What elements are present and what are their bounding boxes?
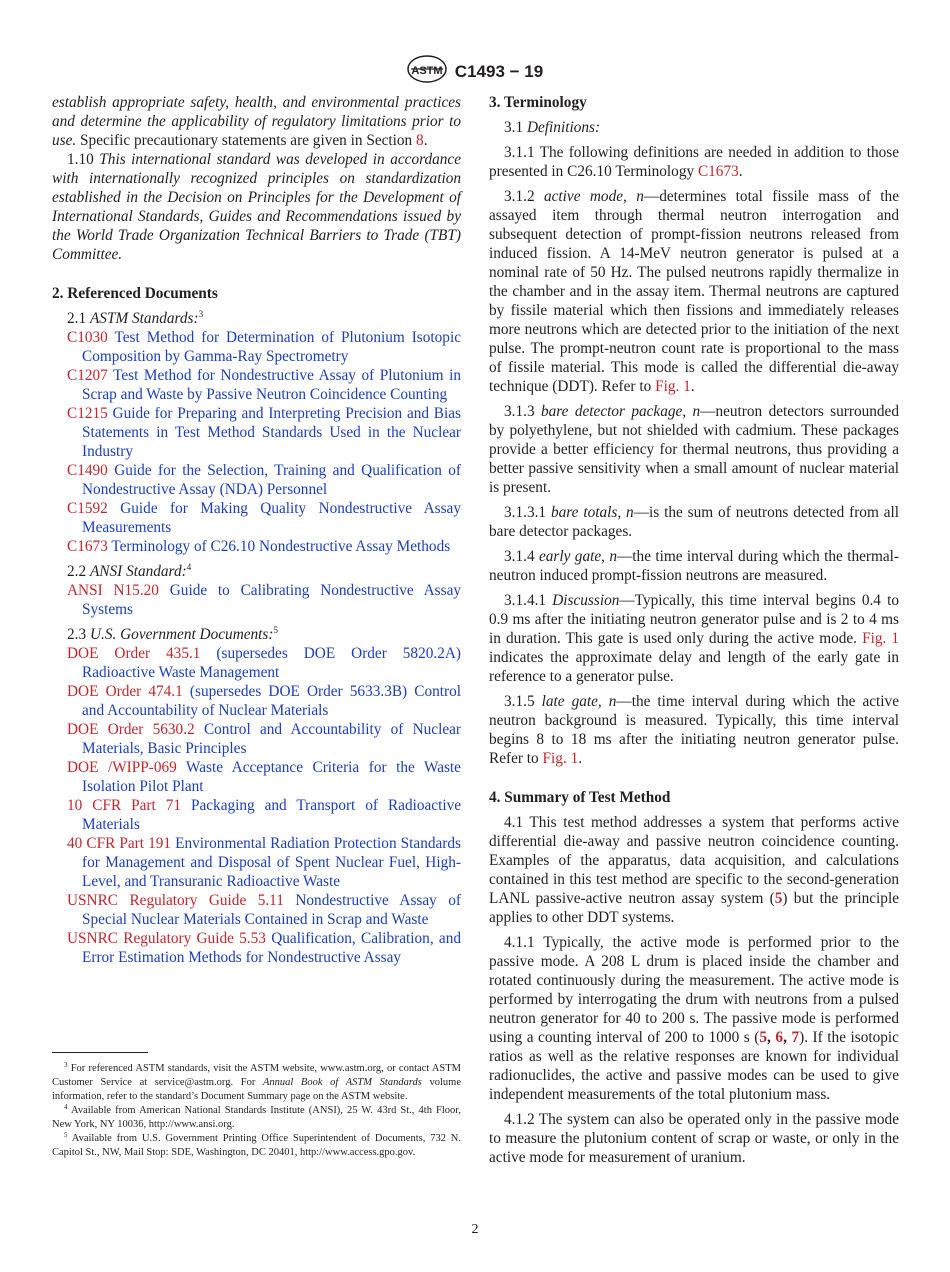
reference-code-link[interactable]: 10 CFR Part 71	[67, 797, 181, 814]
definition-3-1-2: 3.1.2 active mode, n—determines total fissile mass of the assayed item through thermal neutron interrogation and subsequent detection of prompt-fission neutrons released from induced fission. A 14-MeV neutron generator is pulsed at a nominal rate of 50 Hz. The pulsed neutrons rapidly thermalize in the chamber and in the assay item. Thermal neutrons are captured by fissile material which then fissions and immediately releases more neutrons which are detected prior to the initiation of the next pulse. The prompt-neutron count rate is proportional to the mass of fissile material. This mode is called the differential die-away technique (DDT). Refer to Fig. 1.	[489, 188, 899, 395]
reference-title-link[interactable]: Guide for Making Quality Nondestructive Assay Measurements	[82, 500, 461, 536]
reference-title-link[interactable]: Guide for the Selection, Training and Qualification of Nondestructive Assay (NDA) Personnel	[82, 462, 461, 498]
footnote-4: $^4$ Available from American National Standards Institute (ANSI), 25 W. 43rd St., 4th Floor, New York, NY 10036, http://www.ansi.org.	[52, 1103, 461, 1130]
reference-title-link[interactable]: Packaging and Transport of Radioactive Materials	[82, 797, 462, 833]
ansi-reference-item	[52, 581, 461, 619]
logo-text: ASTM	[411, 65, 443, 77]
subsection-2-3: 2.3 U.S. Government Documents:$^5$	[67, 625, 278, 643]
reference-title-link[interactable]: Terminology of C26.10 Nondestructive Assay Methods	[111, 538, 451, 555]
fig-1-link[interactable]: Fig. 1	[655, 378, 691, 395]
reference-code-link[interactable]: 40 CFR Part 191	[67, 835, 172, 852]
reference-code-link[interactable]: DOE Order 474.1	[67, 683, 183, 700]
paragraph-1-9-continuation: establish appropriate safety, health, and environmental practices and determine the applicability of regulatory limitations prior to use. Specific precautionary statements are given in Section 8.	[52, 94, 461, 149]
astm-reference-item	[52, 366, 461, 404]
reference-title-link[interactable]: Waste Acceptance Criteria for the Waste Isolation Pilot Plant	[82, 759, 461, 795]
definition-3-1-1: 3.1.1 The following definitions are needed in addition to those presented in C26.10 Terminology C1673.	[489, 144, 899, 180]
subsection-2-1: 2.1 ASTM Standards:$^3$	[67, 309, 204, 327]
section-3-heading: 3. Terminology	[489, 94, 587, 111]
reference-code-link[interactable]: C1207	[67, 367, 108, 384]
reference-code-link[interactable]: DOE Order 5630.2	[67, 721, 195, 738]
astm-logo-icon	[407, 55, 447, 88]
reference-7-link[interactable]: 7	[791, 1029, 800, 1046]
paragraph-4-1: 4.1 This test method addresses a system that performs active differential die-away and passive neutron coincidence counting. Examples of the apparatus, data acquisition, and calculations contained in this test method are specific to the second-generation LANL passive-active neutron assay system (5) but the principle applies to other DDT systems.	[489, 814, 899, 926]
government-reference-item	[52, 929, 461, 967]
government-reference-item	[52, 644, 461, 682]
reference-code-link[interactable]: USNRC Regulatory Guide 5.11	[67, 892, 284, 909]
definition-3-1-4: 3.1.4 early gate, n—the time interval during which the thermal-neutron induced prompt-fission neutrons are measured.	[489, 548, 900, 584]
fig-1-link[interactable]: Fig. 1	[542, 750, 579, 767]
reference-title-link[interactable]: Qualification, Calibration, and Error Estimation Methods for Nondestructive Assay	[82, 930, 461, 966]
definition-3-1-3-1: 3.1.3.1 bare totals, n—is the sum of neutrons detected from all bare detector packages.	[489, 504, 900, 540]
document-id: C1493 − 19	[454, 61, 544, 81]
reference-code-link[interactable]: C1030	[67, 329, 108, 346]
government-reference-list	[52, 644, 461, 967]
c1673-link[interactable]: C1673	[697, 163, 739, 180]
reference-code-link[interactable]: C1215	[67, 405, 108, 422]
fig-1-link[interactable]: Fig. 1	[862, 630, 899, 647]
subsection-2-2: 2.2 ANSI Standard:$^4$	[67, 562, 192, 580]
left-column	[52, 93, 461, 967]
government-reference-item	[52, 682, 461, 720]
astm-reference-item	[52, 461, 461, 499]
page-number: 2	[471, 1222, 479, 1237]
section-2-heading: 2. Referenced Documents	[52, 285, 218, 302]
reference-title-link[interactable]: (supersedes DOE Order 5633.3B) Control and Accountability of Nuclear Materials	[82, 683, 462, 719]
section-8-link[interactable]: 8	[416, 132, 424, 149]
reference-code-link[interactable]: USNRC Regulatory Guide 5.53	[67, 930, 266, 947]
subsection-3-1: 3.1 Definitions:	[504, 119, 601, 136]
reference-5-link[interactable]: 5	[774, 890, 783, 907]
footnote-3: $^3$ For referenced ASTM standards, visit the ASTM website, www.astm.org, or contact ASTM Customer Service at service@astm.org. For Annual Book of ASTM Standards volume information, refer to the standard’s Document Summary page on the ASTM website.	[52, 1061, 462, 1102]
reference-5-link[interactable]: 5	[759, 1029, 768, 1046]
paragraph-1-10: 1.10 This international standard was developed in accordance with internationally recognized principles on standardization established in the Decision on Principles for the Development of International Standards, Guides and Recommendations issued by the World Trade Organization Technical Barriers to Trade (TBT) Committee.	[52, 151, 461, 263]
reference-title-link[interactable]: Test Method for Determination of Plutonium Isotopic Composition by Gamma-Ray Spectrometry	[82, 329, 461, 365]
astm-reference-item	[52, 404, 461, 461]
reference-title-link[interactable]: Environmental Radiation Protection Standards for Management and Disposal of Spent Nuclear Fuel, High-Level, and Transuranic Radioactive Waste	[82, 835, 462, 890]
right-column	[489, 93, 899, 1167]
reference-code-link[interactable]: C1490	[67, 462, 108, 479]
reference-title-link[interactable]: Nondestructive Assay of Special Nuclear Materials Contained in Scrap and Waste	[82, 892, 461, 928]
footnote-divider	[52, 1052, 148, 1053]
government-reference-item	[52, 720, 461, 758]
ansi-reference-list	[52, 581, 461, 619]
discussion-3-1-4-1: 3.1.4.1 Discussion—Typically, this time interval begins 0.4 to 0.9 ms after the initiating neutron generator pulse and is 2 to 4 ms in duration. This gate is used only during the active mode. Fig. 1 indicates the approximate delay and length of the early gate in reference to a generator pulse.	[489, 592, 899, 685]
government-reference-item	[52, 796, 461, 834]
astm-reference-list	[52, 328, 461, 556]
reference-title-link[interactable]: (supersedes DOE Order 5820.2A) Radioactive Waste Management	[82, 645, 461, 681]
paragraph-4-1-2: 4.1.2 The system can also be operated only in the passive mode to measure the plutonium content of scrap or waste, or only in the active mode for measurement of uranium.	[489, 1111, 899, 1166]
government-reference-item	[52, 758, 461, 796]
reference-code-link[interactable]: C1673	[67, 538, 108, 555]
footnote-5: $^5$ Available from U.S. Government Printing Office Superintendent of Documents, 732 N. Capitol St., NW, Mail Stop: SDE, Washington, DC 20401, http://www.access.gpo.gov.	[52, 1131, 461, 1158]
astm-reference-item	[52, 499, 461, 537]
section-4-heading: 4. Summary of Test Method	[489, 789, 671, 806]
reference-code-link[interactable]: C1592	[67, 500, 108, 517]
reference-6-link[interactable]: 6	[775, 1029, 784, 1046]
reference-code-link[interactable]: ANSI N15.20	[67, 582, 159, 599]
footnotes	[52, 1062, 461, 1160]
government-reference-item	[52, 891, 461, 929]
astm-reference-item	[52, 537, 461, 556]
government-reference-item	[52, 834, 461, 891]
reference-title-link[interactable]: Guide to Calibrating Nondestructive Assay Systems	[82, 582, 462, 618]
definition-3-1-3: 3.1.3 bare detector package, n—neutron detectors surrounded by polyethylene, but not shielded with cadmium. These packages provide a better efficiency for thermal neutrons, thus providing a better passive sensitivity when a small amount of nuclear material is present.	[489, 403, 899, 496]
definition-3-1-5: 3.1.5 late gate, n—the time interval during which the active neutron background is measured. Typically, this time interval begins 8 to 18 ms after the initiating neutron generator pulse. Refer to Fig. 1.	[489, 693, 899, 767]
paragraph-4-1-1: 4.1.1 Typically, the active mode is performed prior to the passive mode. A 208 L drum is placed inside the chamber and rotated continuously during the measurement. The active mode is performed by interrogating the drum with neutrons from a pulsed neutron generator for 40 to 200 s. The passive mode is performed using a counting interval of 200 to 1000 s (5, 6, 7). If the isotopic ratios as well as the relative responses are known for individual radionuclides, the active and passive modes can be used to give independent measurements of the total plutonium mass.	[489, 934, 899, 1103]
reference-title-link[interactable]: Control and Accountability of Nuclear Materials, Basic Principles	[82, 721, 462, 757]
reference-title-link[interactable]: Guide for Preparing and Interpreting Precision and Bias Statements in Test Method Standards Used in the Nuclear Industry	[82, 405, 461, 460]
astm-reference-item	[52, 328, 461, 366]
reference-code-link[interactable]: DOE /WIPP-069	[67, 759, 177, 776]
reference-code-link[interactable]: DOE Order 435.1	[67, 645, 201, 662]
page-header	[0, 55, 950, 88]
reference-title-link[interactable]: Test Method for Nondestructive Assay of Plutonium in Scrap and Waste by Passive Neutron Coincidence Counting	[82, 367, 461, 403]
